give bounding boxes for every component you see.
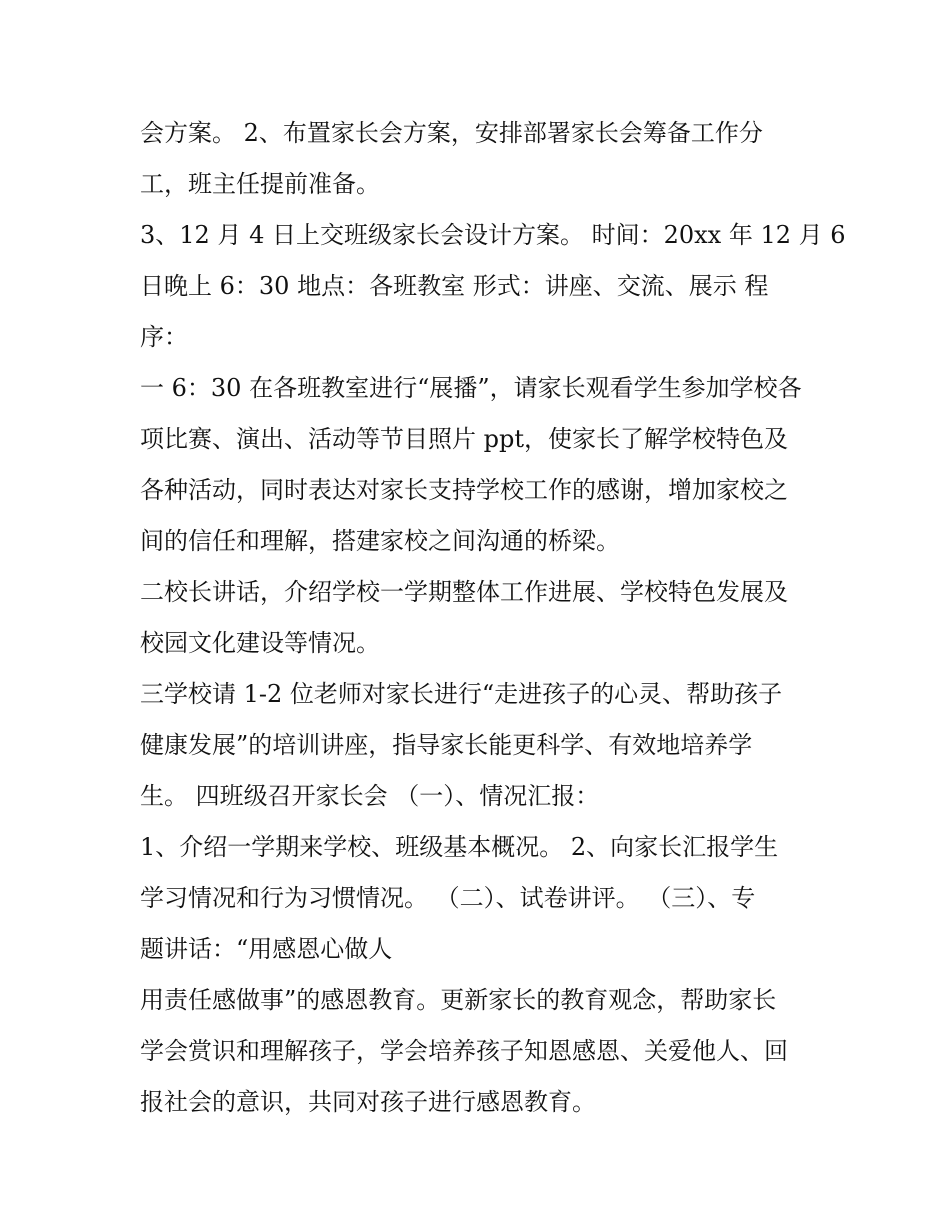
text-line: 题讲话：“用感恩心做人 bbox=[140, 935, 393, 963]
text-line: 日晚上 6：30 地点：各班教室 形式：讲座、交流、展示 程 bbox=[140, 272, 769, 300]
text-line: 校园文化建设等情况。 bbox=[140, 629, 380, 657]
document-body bbox=[140, 108, 846, 1128]
text-line: 序： bbox=[140, 323, 188, 351]
text-line: 各种活动，同时表达对家长支持学校工作的感谢，增加家校之 bbox=[140, 476, 788, 504]
text-line: 1、介绍一学期来学校、班级基本概况。 2、向家长汇报学生 bbox=[140, 833, 779, 861]
text-line: 一 6：30 在各班教室进行“展播”，请家长观看学生参加学校各 bbox=[140, 374, 802, 402]
text-line: 工，班主任提前准备。 bbox=[140, 170, 380, 198]
text-line: 3、12 月 4 日上交班级家长会设计方案。 时间：20xx 年 12 月 6 bbox=[140, 221, 846, 249]
text-line: 健康发展”的培训讲座，指导家长能更科学、有效地培养学 bbox=[140, 731, 753, 759]
text-line: 用责任感做事”的感恩教育。更新家长的教育观念，帮助家长 bbox=[140, 986, 777, 1014]
text-line: 学会赏识和理解孩子，学会培养孩子知恩感恩、关爱他人、回 bbox=[140, 1037, 788, 1065]
text-line: 生。 四班级召开家长会 （一）、情况汇报： bbox=[140, 782, 600, 810]
text-line: 间的信任和理解，搭建家校之间沟通的桥梁。 bbox=[140, 527, 620, 555]
text-line: 学习情况和行为习惯情况。 （二）、试卷讲评。 （三）、专 bbox=[140, 884, 756, 912]
text-line: 会方案。 2、布置家长会方案，安排部署家长会筹备工作分 bbox=[140, 119, 763, 147]
text-line: 项比赛、演出、活动等节目照片 ppt，使家长了解学校特色及 bbox=[140, 425, 788, 453]
text-line: 报社会的意识，共同对孩子进行感恩教育。 bbox=[140, 1088, 596, 1116]
text-line: 三学校请 1-2 位老师对家长进行“走进孩子的心灵、帮助孩子 bbox=[140, 680, 783, 708]
text-line: 二校长讲话，介绍学校一学期整体工作进展、学校特色发展及 bbox=[140, 578, 788, 606]
